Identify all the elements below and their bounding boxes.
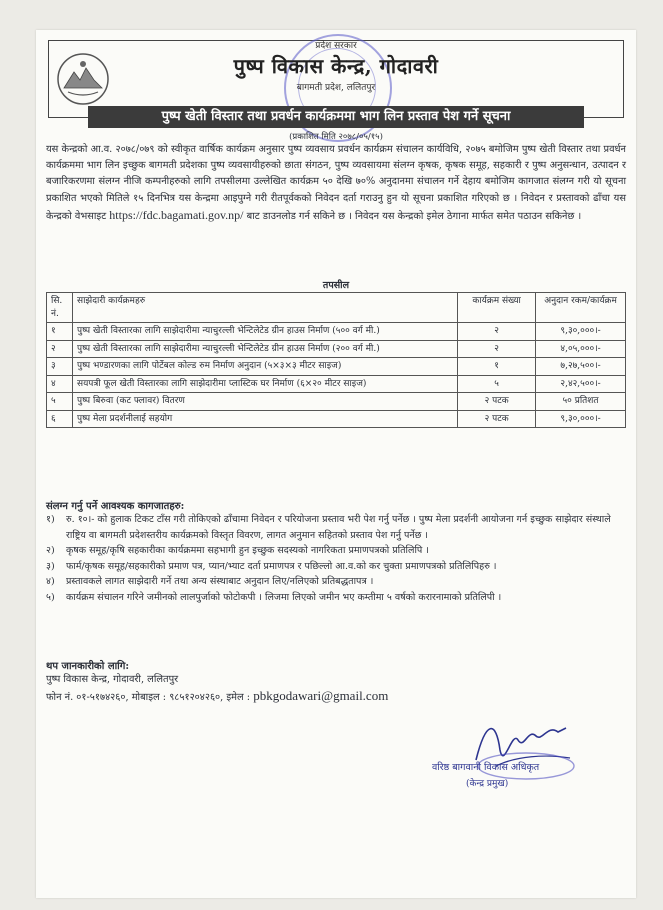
cell-sn: २ bbox=[47, 340, 73, 358]
table-row bbox=[47, 375, 626, 393]
list-item-text: कृषक समूह/कृषि सहकारीका कार्यक्रममा सहभागी हुन इच्छुक सदस्यको नागरिकता प्रमाणपत्रको प्रतिलिपि । bbox=[66, 545, 429, 557]
table-title: तपसील bbox=[322, 280, 350, 291]
table-row bbox=[47, 358, 626, 376]
intro-text: यस केन्द्रको आ.व. २०७८/०७९ को स्वीकृत वार्षिक कार्यक्रम अनुसार पुष्प व्यवसाय प्रवर्धन कार्यक्रम संचालन कार्यविधि, २०७५ बमोजिम पुष्प खेती विस्तार तथा प्रवर्धन कार्यक्रममा भाग लिन इच्छुक बागमती प्रदेशका पुष्प व्यवसायीहरुको छाता संगठन, पुष्प व्यवसायमा संलग्न कृषक, कृषक समूह, सहकारी र पुष्प अनुसन्धान, उत्पादन र बजारिकरणमा संलग्न नीजि कम्पनीहरुको लागि तपसीलमा उल्लेखित कार्यक्रम ५० देखि ७०% अनुदानमा संचालन गर्ने देहाय बमोजिम कागजात संलग्न गरी यो सूचना प्रकाशित भएको मितिले १५ दिनभित्र यस केन्द्रमा आइपुग्ने गरी रीतपूर्वकको निवेदन दर्ता गराउनु हुन यो सूचना प्रकाशित गरिएको छ । निवेदन र प्रस्तावको ढाँचा यस केन्द्रको वेभसाइट bbox=[46, 144, 626, 222]
cell-grant: ४,०५,०००।- bbox=[536, 340, 626, 358]
col-header-grant: अनुदान रकम/कार्यक्रम bbox=[536, 293, 626, 323]
cell-grant: ९,३०,०००।- bbox=[536, 323, 626, 341]
list-item bbox=[46, 512, 611, 543]
cell-count: २ bbox=[458, 323, 536, 341]
list-item-number: १) bbox=[46, 514, 55, 525]
cell-count: १ bbox=[458, 358, 536, 376]
program-table bbox=[46, 292, 626, 428]
contact-phone-line bbox=[46, 688, 388, 706]
cell-count: २ bbox=[458, 340, 536, 358]
list-item-text: फार्म/कृषक समूह/सहकारीको प्रमाण पत्र, प्यान/भ्याट दर्ता प्रमाणपत्र र पछिल्लो आ.व.को कर चुक्ता प्रमाणपत्रको प्रतिलिपिहरु । bbox=[66, 560, 497, 572]
contact-address: पुष्प विकास केन्द्र, गोदावरी, ललितपुर bbox=[46, 674, 179, 685]
cell-program: पुष्प खेती विस्तारका लागि साझेदारीमा न्याचुरल्ली भेन्टिलेटेड ग्रीन हाउस निर्माण (५०० वर्ग मी.) bbox=[72, 323, 457, 341]
province-address: बागमती प्रदेश, ललितपुर bbox=[296, 83, 376, 93]
org-name: पुष्प विकास केन्द्र, गोदावरी bbox=[233, 54, 439, 78]
cell-program: पुष्प खेती विस्तारका लागि साझेदारीमा न्याचुरल्ली भेन्टिलेटेड ग्रीन हाउस निर्माण (२०० वर्ग मी.) bbox=[72, 340, 457, 358]
intro-paragraph bbox=[46, 142, 626, 225]
signatory-title: वरिष्ठ बागवानी विकास अधिकृत bbox=[432, 762, 540, 773]
documents-heading: संलग्न गर्नु पर्ने आवश्यक कागजातहरु: bbox=[46, 501, 185, 512]
cell-program: पुष्प मेला प्रदर्शनीलाई सहयोग bbox=[72, 410, 457, 428]
notice-paper bbox=[36, 30, 636, 898]
cell-count: २ पटक bbox=[458, 410, 536, 428]
list-item-text: कार्यक्रम संचालन गरिने जमीनको लालपुर्जाको फोटोकपी । लिजमा लिएको जमीन भए कम्तीमा ५ वर्षको करारनामाको प्रतिलिपी । bbox=[66, 591, 502, 603]
intro-text-after: बाट डाउनलोड गर्न सकिने छ । निवेदन यस केन्द्रको इमेल ठेगाना मार्फत समेत पठाउन सकिनेछ । bbox=[246, 210, 582, 222]
list-item-number: ४) bbox=[46, 576, 55, 588]
col-header-count: कार्यक्रम संख्या bbox=[458, 293, 536, 323]
table-row bbox=[47, 323, 626, 341]
contact-email[interactable]: pbkgodawari@gmail.com bbox=[253, 687, 389, 703]
cell-grant: ५० प्रतिशत bbox=[536, 393, 626, 411]
cell-count: ५ bbox=[458, 375, 536, 393]
signatory-subtitle: (केन्द्र प्रमुख) bbox=[466, 779, 509, 789]
contact-heading: थप जानकारीको लागि: bbox=[46, 661, 130, 672]
list-item-text: रु. १०।- को हुलाक टिकट टाँस गरी तोकिएको ढाँचामा निवेदन र परियोजना प्रस्ताव भरी पेश गर्नु पर्नेछ । पुष्प मेला प्रदर्शनी आयोजना गर्न इच्छुक साझेदार संस्थाले राष्ट्रिय वा बागमती प्रदेशस्तरीय कार्यक्रमको विस्तृत विवरण, लागत अनुमान सहितको प्रस्ताव पेश गर्नु पर्नेछ । bbox=[66, 514, 611, 541]
col-header-program: साझेदारी कार्यक्रमहरु bbox=[72, 293, 457, 323]
website-link[interactable]: https://fdc.bagamati.gov.np/ bbox=[109, 207, 244, 222]
documents-list bbox=[46, 512, 611, 606]
gov-label: प्रदेश सरकार bbox=[315, 41, 357, 51]
list-item bbox=[46, 543, 611, 559]
notice-title: पुष्प खेती विस्तार तथा प्रवर्धन कार्यक्रममा भाग लिन प्रस्ताव पेश गर्ने सूचना bbox=[88, 106, 584, 128]
cell-sn: १ bbox=[47, 323, 73, 341]
cell-grant: २,४२,५००।- bbox=[536, 375, 626, 393]
cell-sn: ५ bbox=[47, 393, 73, 411]
list-item bbox=[46, 559, 611, 575]
cell-count: २ पटक bbox=[458, 393, 536, 411]
cell-sn: ३ bbox=[47, 358, 73, 376]
list-item-text: प्रस्तावकले लागत साझेदारी गर्ने तथा अन्य संस्थाबाट अनुदान लिए/नलिएको प्रतिबद्धतापत्र । bbox=[66, 576, 374, 588]
list-item-number: २) bbox=[46, 545, 55, 557]
list-item bbox=[46, 574, 611, 590]
table-row bbox=[47, 393, 626, 411]
cell-sn: ६ bbox=[47, 410, 73, 428]
table-row bbox=[47, 410, 626, 428]
contact-block bbox=[46, 672, 388, 705]
list-item bbox=[46, 590, 611, 606]
col-header-sn: सि. नं. bbox=[47, 293, 73, 323]
cell-program: पुष्प भण्डारणका लागि पोर्टेबल कोल्ड रुम निर्माण अनुदान (५×३×३ मीटर साइज) bbox=[72, 358, 457, 376]
contact-phone: फोन नं. ०१-५१७४२६०, मोबाइल : ९८५१२०४२६०, इमेल : bbox=[46, 691, 251, 703]
table-row bbox=[47, 340, 626, 358]
list-item-number: ५) bbox=[46, 591, 55, 603]
cell-grant: ७,२७,५००।- bbox=[536, 358, 626, 376]
table-header-row bbox=[47, 293, 626, 323]
list-item-number: ३) bbox=[46, 560, 55, 572]
cell-sn: ४ bbox=[47, 375, 73, 393]
cell-grant: ९,३०,०००।- bbox=[536, 410, 626, 428]
published-date: (प्रकाशित मिति २०७८/०५/१५) bbox=[289, 132, 383, 142]
cell-program: सयपत्री फूल खेती विस्तारका लागि साझेदारीमा प्लास्टिक घर निर्माण (६×२० मीटर साइज) bbox=[72, 375, 457, 393]
cell-program: पुष्प बिरुवा (कट फ्लावर) वितरण bbox=[72, 393, 457, 411]
